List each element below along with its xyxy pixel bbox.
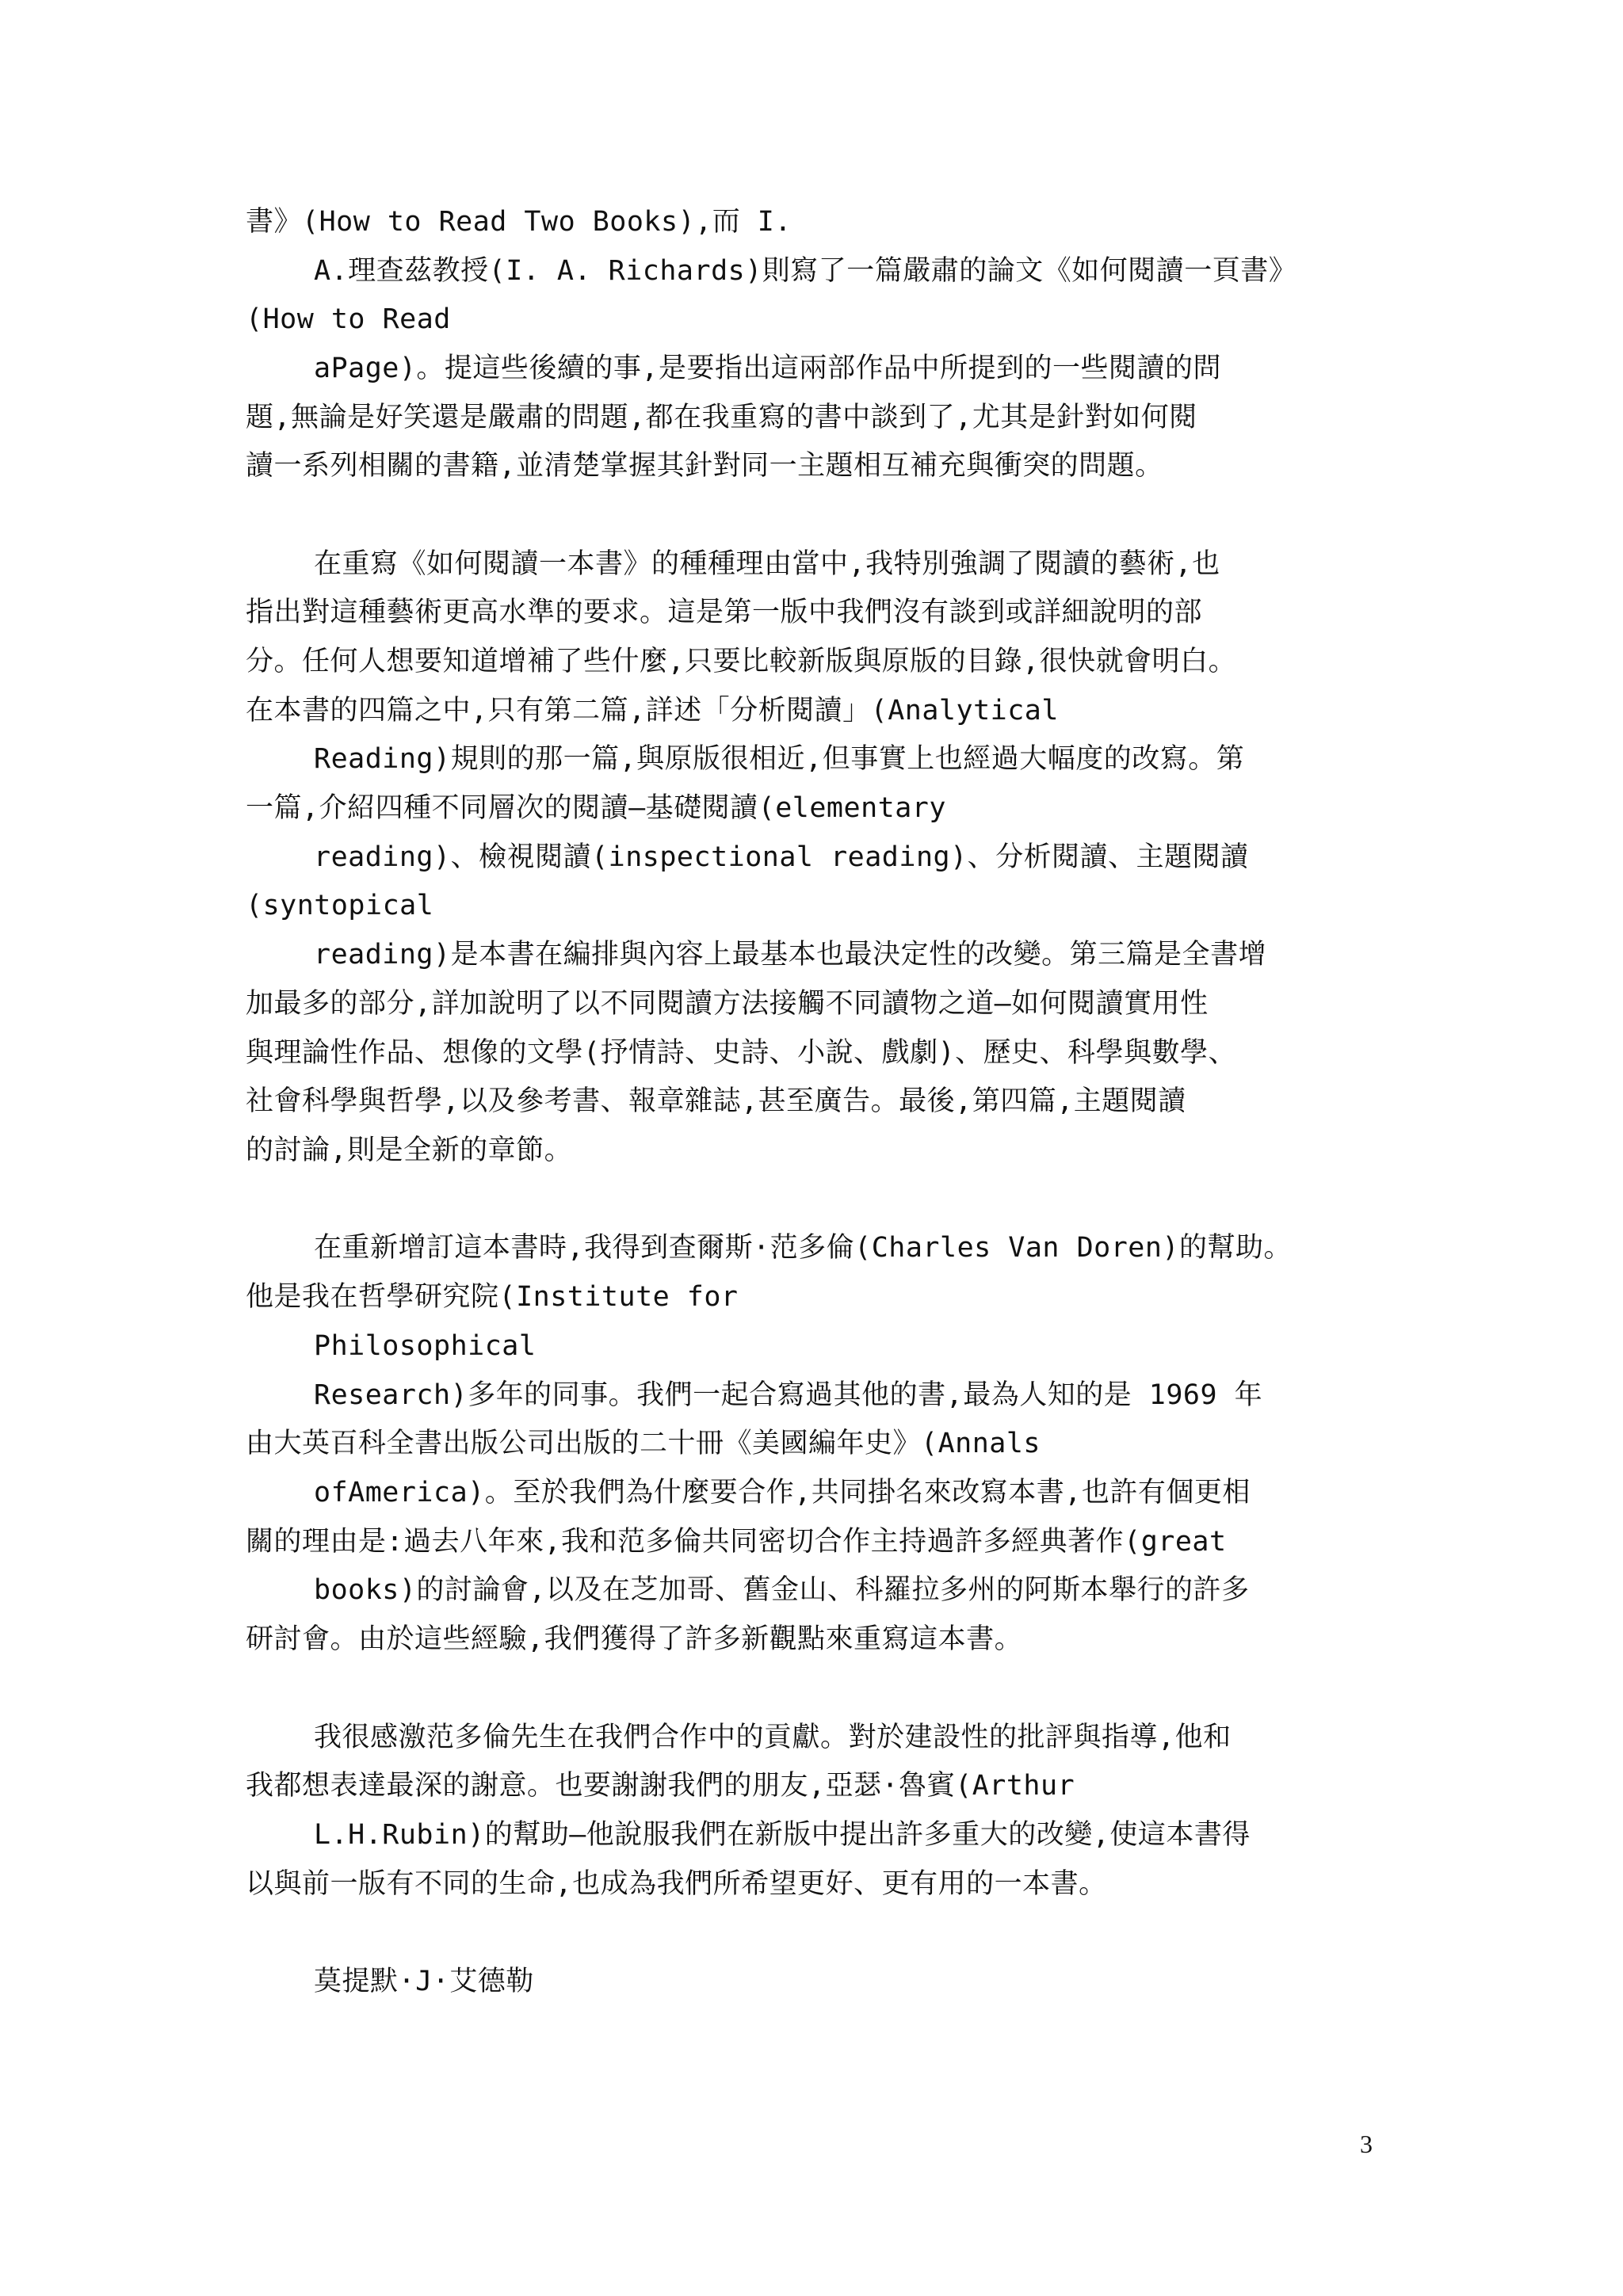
text-line: 一篇,介紹四種不同層次的閱讀—基礎閱讀(elementary [246, 792, 946, 824]
text-line: 關的理由是:過去八年來,我和范多倫共同密切合作主持過許多經典著作(great [246, 1526, 1227, 1558]
text-line: 題,無論是好笑還是嚴肅的問題,都在我重寫的書中談到了,尤其是針對如何閱 [246, 402, 1197, 433]
text-line: 我很感激范多倫先生在我們合作中的貢獻。對於建設性的批評與指導,他和 [314, 1722, 1232, 1753]
text-line: 的討論,則是全新的章節。 [246, 1135, 573, 1166]
author-signature: 莫提默·J·艾德勒 [314, 1966, 534, 1997]
text-line: reading)是本書在編排與內容上最基本也最決定性的改變。第三篇是全書增 [314, 939, 1267, 971]
text-line: A.理查茲教授(I. A. Richards)則寫了一篇嚴肅的論文《如何閱讀一頁書》 [314, 255, 1297, 287]
page-number: 3 [1360, 2130, 1373, 2158]
text-line: (syntopical [246, 890, 434, 921]
text-line: reading)、檢視閱讀(inspectional reading)、分析閱讀、主題閱讀 [314, 841, 1249, 873]
text-line: 在本書的四篇之中,只有第二篇,詳述「分析閱讀」(Analytical [246, 695, 1059, 727]
text-line: Research)多年的同事。我們一起合寫過其他的書,最為人知的是 1969 年 [314, 1379, 1263, 1411]
text-line: 指出對這種藝術更高水準的要求。這是第一版中我們沒有談到或詳細說明的部 [246, 597, 1203, 628]
text-line: 分。任何人想要知道增補了些什麼,只要比較新版與原版的目錄,很快就會明白。 [246, 646, 1237, 677]
text-line: 我都想表達最深的謝意。也要謝謝我們的朋友,亞瑟·魯賓(Arthur [246, 1770, 1075, 1802]
text-line: L.H.Rubin)的幫助—他說服我們在新版中提出許多重大的改變,使這本書得 [314, 1819, 1251, 1851]
text-line: aPage)。提這些後續的事,是要指出這兩部作品中所提到的一些閱讀的問 [314, 353, 1222, 384]
text-line: 由大英百科全書出版公司出版的二十冊《美國編年史》(Annals [246, 1428, 1041, 1459]
text-line: 他是我在哲學研究院(Institute for [246, 1281, 739, 1313]
text-line: (How to Read [246, 303, 451, 335]
text-line: 在重寫《如何閱讀一本書》的種種理由當中,我特別強調了閱讀的藝術,也 [314, 548, 1220, 580]
text-line: 與理論性作品、想像的文學(抒情詩、史詩、小說、戲劇)、歷史、科學與數學、 [246, 1037, 1237, 1069]
text-line: 研討會。由於這些經驗,我們獲得了許多新觀點來重寫這本書。 [246, 1623, 1023, 1655]
text-line: 讀一系列相關的書籍,並清楚掌握其針對同一主題相互補充與衝突的問題。 [246, 450, 1163, 482]
text-line: Philosophical [314, 1330, 537, 1362]
text-line: ofAmerica)。至於我們為什麼要合作,共同掛名來改寫本書,也許有個更相 [314, 1477, 1251, 1508]
text-line: 在重新增訂這本書時,我得到查爾斯·范多倫(Charles Van Doren)的幫助。 [314, 1232, 1293, 1264]
text-line: 加最多的部分,詳加說明了以不同閱讀方法接觸不同讀物之道—如何閱讀實用性 [246, 988, 1209, 1020]
text-line: books)的討論會,以及在芝加哥、舊金山、科羅拉多州的阿斯本舉行的許多 [314, 1574, 1250, 1606]
text-line: Reading)規則的那一篇,與原版很相近,但事實上也經過大幅度的改寫。第 [314, 743, 1245, 775]
text-line: 書》(How to Read Two Books),而 I. [246, 206, 792, 238]
text-line: 以與前一版有不同的生命,也成為我們所希望更好、更有用的一本書。 [246, 1868, 1107, 1900]
text-line: 社會科學與哲學,以及參考書、報章雜誌,甚至廣告。最後,第四篇,主題閱讀 [246, 1085, 1186, 1117]
